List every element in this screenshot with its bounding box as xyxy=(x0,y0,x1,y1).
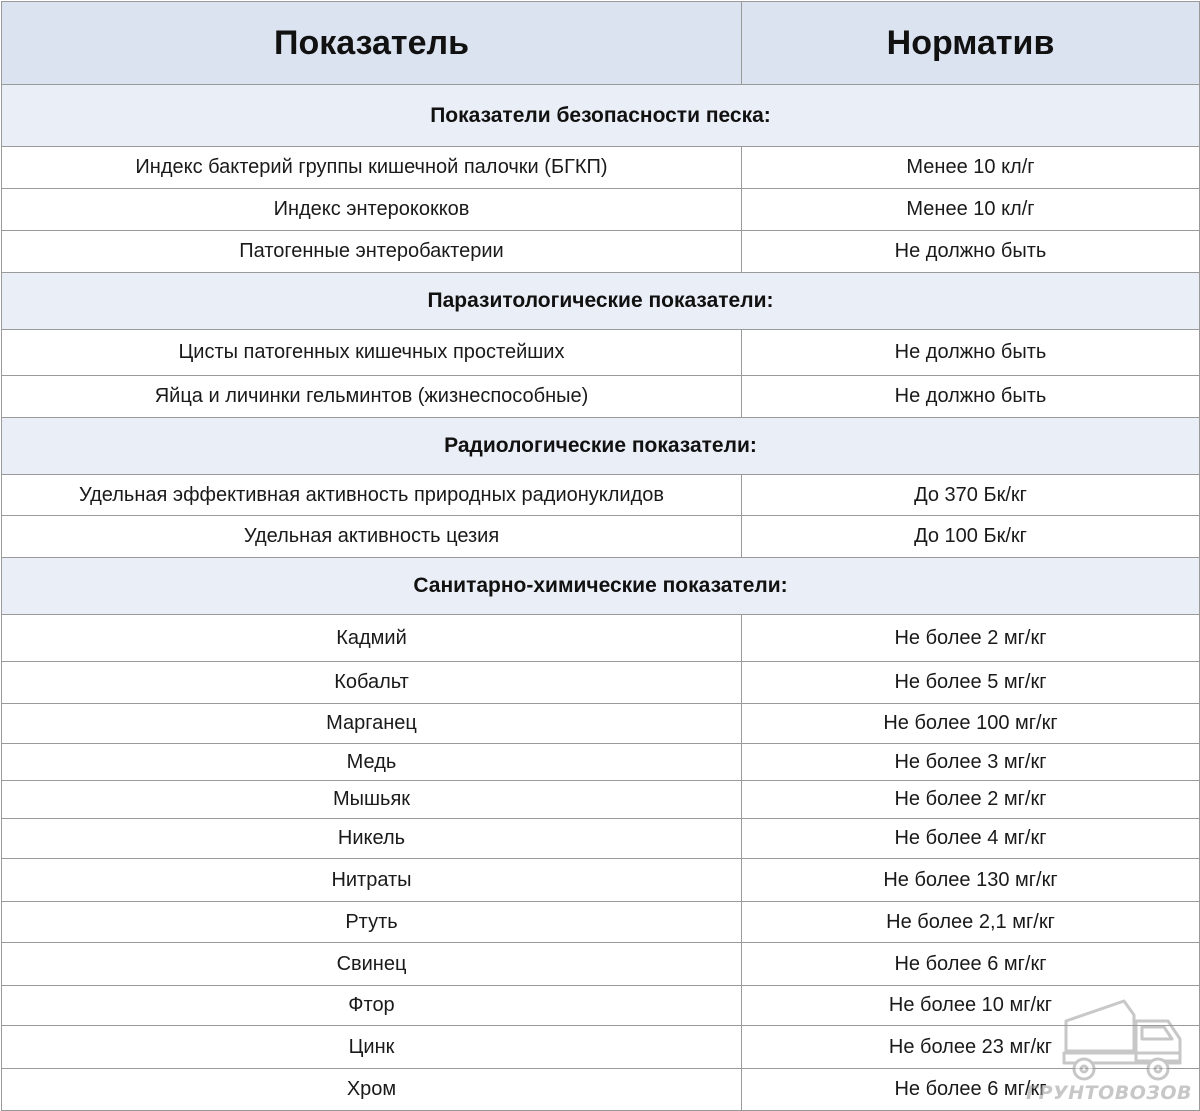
norm-cell: Менее 10 кл/г xyxy=(742,147,1200,189)
table-row xyxy=(2,744,1200,781)
table-row xyxy=(2,516,1200,558)
column-header-indicator: Показатель xyxy=(2,2,742,85)
indicator-cell: Цисты патогенных кишечных простейших xyxy=(2,330,742,376)
section-row xyxy=(2,418,1200,475)
indicator-cell: Цинк xyxy=(2,1026,742,1069)
indicator-cell: Удельная активность цезия xyxy=(2,516,742,558)
indicator-cell: Кадмий xyxy=(2,615,742,662)
table-row xyxy=(2,943,1200,986)
norm-cell: Не более 2,1 мг/кг xyxy=(742,902,1200,943)
table-row xyxy=(2,231,1200,273)
norm-cell: Не более 10 мг/кг xyxy=(742,986,1200,1026)
norm-cell: Не должно быть xyxy=(742,330,1200,376)
table-row xyxy=(2,147,1200,189)
norm-cell: Не более 6 мг/кг xyxy=(742,943,1200,986)
section-title: Паразитологические показатели: xyxy=(2,273,1200,330)
norm-cell: Не более 5 мг/кг xyxy=(742,662,1200,704)
section-title: Радиологические показатели: xyxy=(2,418,1200,475)
table-row xyxy=(2,819,1200,859)
table-row xyxy=(2,704,1200,744)
indicator-cell: Кобальт xyxy=(2,662,742,704)
indicator-cell: Яйца и личинки гельминтов (жизнеспособные) xyxy=(2,376,742,418)
table-row xyxy=(2,475,1200,516)
norm-cell: Не более 100 мг/кг xyxy=(742,704,1200,744)
norm-cell: Не более 2 мг/кг xyxy=(742,781,1200,819)
indicator-cell: Нитраты xyxy=(2,859,742,902)
norms-table xyxy=(1,1,1200,1111)
norm-cell: До 370 Бк/кг xyxy=(742,475,1200,516)
indicator-cell: Индекс бактерий группы кишечной палочки (БГКП) xyxy=(2,147,742,189)
table-row xyxy=(2,902,1200,943)
norm-cell: Не должно быть xyxy=(742,376,1200,418)
section-title: Санитарно-химические показатели: xyxy=(2,558,1200,615)
norm-cell: Не более 3 мг/кг xyxy=(742,744,1200,781)
indicator-cell: Свинец xyxy=(2,943,742,986)
table-row xyxy=(2,376,1200,418)
table-row xyxy=(2,781,1200,819)
indicator-cell: Ртуть xyxy=(2,902,742,943)
indicator-cell: Патогенные энтеробактерии xyxy=(2,231,742,273)
section-row xyxy=(2,273,1200,330)
table-row xyxy=(2,1026,1200,1069)
indicator-cell: Индекс энтерококков xyxy=(2,189,742,231)
table-row xyxy=(2,189,1200,231)
section-row xyxy=(2,558,1200,615)
indicator-cell: Марганец xyxy=(2,704,742,744)
table-row xyxy=(2,330,1200,376)
table-row xyxy=(2,986,1200,1026)
table-row xyxy=(2,859,1200,902)
norm-cell: Не более 2 мг/кг xyxy=(742,615,1200,662)
section-title: Показатели безопасности песка: xyxy=(2,85,1200,147)
indicator-cell: Фтор xyxy=(2,986,742,1026)
table-row xyxy=(2,1069,1200,1111)
norm-cell: До 100 Бк/кг xyxy=(742,516,1200,558)
indicator-cell: Мышьяк xyxy=(2,781,742,819)
indicator-cell: Никель xyxy=(2,819,742,859)
section-row xyxy=(2,85,1200,147)
indicator-cell: Хром xyxy=(2,1069,742,1111)
indicator-cell: Удельная эффективная активность природных радионуклидов xyxy=(2,475,742,516)
indicator-cell: Медь xyxy=(2,744,742,781)
table-row xyxy=(2,662,1200,704)
column-header-norm: Норматив xyxy=(742,2,1200,85)
table-row xyxy=(2,615,1200,662)
norm-cell: Не более 130 мг/кг xyxy=(742,859,1200,902)
norm-cell: Не более 23 мг/кг xyxy=(742,1026,1200,1069)
norm-cell: Не должно быть xyxy=(742,231,1200,273)
norm-cell: Менее 10 кл/г xyxy=(742,189,1200,231)
watermark-text: ГРУНТОВОЗОВ xyxy=(1026,1082,1192,1104)
norm-cell: Не более 4 мг/кг xyxy=(742,819,1200,859)
norm-cell: Не более 6 мг/кг xyxy=(742,1069,1200,1111)
table-header-row xyxy=(2,2,1200,85)
